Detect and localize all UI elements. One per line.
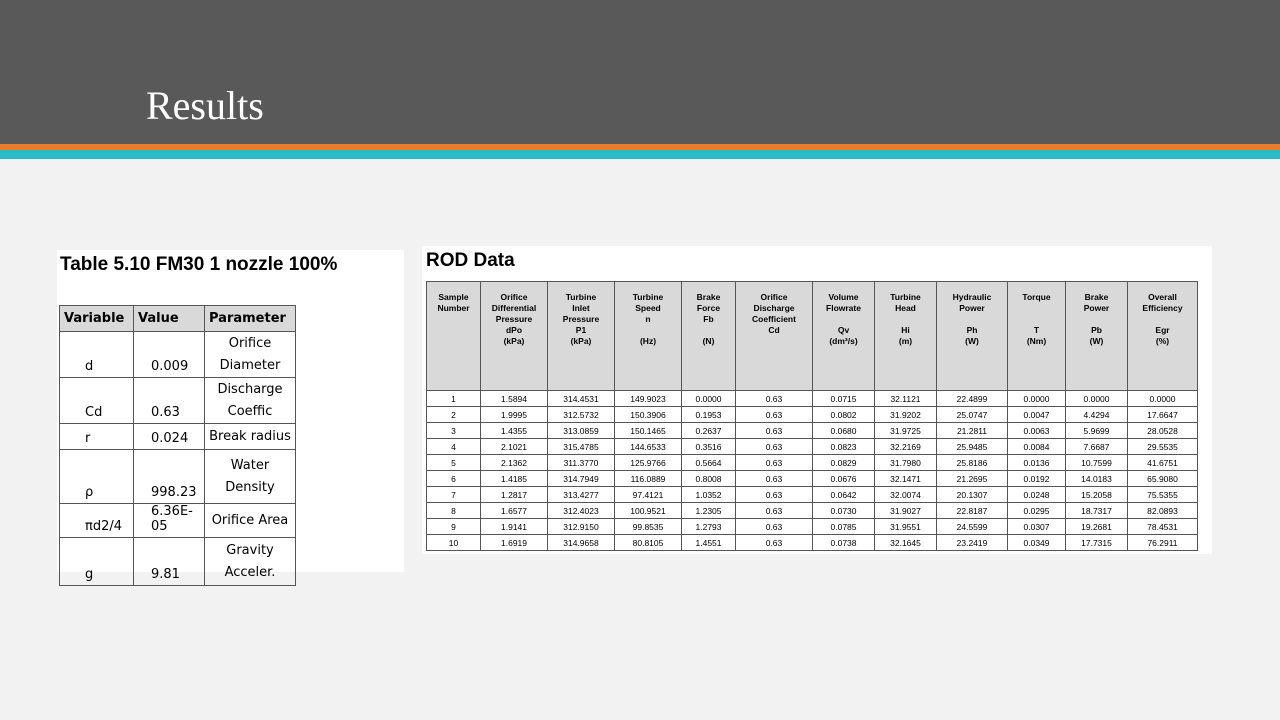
header-line: Sample xyxy=(438,292,469,302)
variable-cell: πd2/4 xyxy=(60,504,134,538)
column-header xyxy=(875,282,937,391)
table-cell: 29.5535 xyxy=(1128,439,1198,455)
table-row xyxy=(427,423,1198,439)
table-cell: 21.2695 xyxy=(937,471,1008,487)
header-line: dPo xyxy=(505,325,523,335)
table-cell: 82.0893 xyxy=(1128,503,1198,519)
table-cell: 0.0823 xyxy=(813,439,875,455)
parameter-line: Density xyxy=(225,479,275,495)
table-cell: 0.0642 xyxy=(813,487,875,503)
table-cell: 5 xyxy=(427,455,481,471)
table-cell: 23.2419 xyxy=(937,535,1008,551)
table-cell: 4 xyxy=(427,439,481,455)
table-cell: 312.9150 xyxy=(548,519,615,535)
table-cell: 0.3516 xyxy=(682,439,736,455)
header-line: (kPa) xyxy=(570,336,592,346)
rod-data-title: ROD Data xyxy=(426,250,515,271)
parameter-cell xyxy=(205,538,296,586)
column-header xyxy=(1008,282,1066,391)
parameter-cell xyxy=(205,424,296,450)
header-line xyxy=(876,314,935,325)
table-cell: 0.0000 xyxy=(1008,391,1066,407)
table-cell: 22.4899 xyxy=(937,391,1008,407)
column-header xyxy=(1066,282,1128,391)
header-line: Cd xyxy=(768,325,780,335)
table-cell: 0.0307 xyxy=(1008,519,1066,535)
table-cell: 0.0000 xyxy=(682,391,736,407)
table-cell: 313.0859 xyxy=(548,423,615,439)
variables-table-image xyxy=(57,250,404,582)
slide-title: Results xyxy=(146,83,264,128)
table-header-row xyxy=(427,282,1198,391)
table-cell: 1.4551 xyxy=(682,535,736,551)
header-line xyxy=(428,325,479,336)
table-cell: 21.2811 xyxy=(937,423,1008,439)
table-cell: 312.4023 xyxy=(548,503,615,519)
table-cell: 2.1362 xyxy=(481,455,548,471)
header-line: P1 xyxy=(575,325,587,335)
table-cell: 0.0715 xyxy=(813,391,875,407)
table-cell: 0.0248 xyxy=(1008,487,1066,503)
header-line: (N) xyxy=(702,336,715,346)
table-cell: 314.4531 xyxy=(548,391,615,407)
column-header: Parameter xyxy=(205,306,296,332)
table-cell: 311.3770 xyxy=(548,455,615,471)
table-cell: 15.2058 xyxy=(1066,487,1128,503)
header-line: Hi xyxy=(901,325,910,335)
rod-data-table xyxy=(426,281,1198,551)
header-line: Brake xyxy=(696,292,721,302)
header-line: (kPa) xyxy=(503,336,525,346)
header-line: Flowrate xyxy=(826,303,861,313)
table-cell: 0.1953 xyxy=(682,407,736,423)
table-cell: 65.9080 xyxy=(1128,471,1198,487)
variable-cell: r xyxy=(60,424,134,450)
header-line: Fb xyxy=(703,314,714,324)
value-cell: 0.63 xyxy=(134,378,205,424)
header-line: Turbine xyxy=(565,292,597,302)
column-header xyxy=(427,282,481,391)
table-cell: 2 xyxy=(427,407,481,423)
table-cell: 32.1121 xyxy=(875,391,937,407)
header-line: (Nm) xyxy=(1026,336,1047,346)
table-cell: 0.0349 xyxy=(1008,535,1066,551)
header-line: T xyxy=(1033,325,1040,335)
table-cell: 0.63 xyxy=(736,455,813,471)
column-header xyxy=(1128,282,1198,391)
header-line: Inlet xyxy=(572,303,590,313)
parameter-line: Break radius xyxy=(209,428,291,444)
table-cell: 4.4294 xyxy=(1066,407,1128,423)
value-cell: 0.009 xyxy=(134,332,205,378)
table-cell: 32.1645 xyxy=(875,535,937,551)
table-cell: 7 xyxy=(427,487,481,503)
table-cell: 80.8105 xyxy=(615,535,682,551)
variables-table xyxy=(59,305,296,586)
table-cell: 0.63 xyxy=(736,471,813,487)
rod-data-image xyxy=(422,246,1212,554)
header-line: Turbine xyxy=(890,292,921,302)
header-line: Qv xyxy=(837,325,850,335)
table-cell: 0.0802 xyxy=(813,407,875,423)
parameter-line: Diameter xyxy=(219,357,281,373)
table-cell: 32.0074 xyxy=(875,487,937,503)
parameter-line: Orifice xyxy=(228,335,272,351)
column-header: Value xyxy=(134,306,205,332)
table-cell: 149.9023 xyxy=(615,391,682,407)
table-row xyxy=(60,378,296,424)
column-header xyxy=(481,282,548,391)
accent-stripe-teal xyxy=(0,150,1280,159)
variable-cell: d xyxy=(60,332,134,378)
table-row xyxy=(427,391,1198,407)
table-cell: 14.0183 xyxy=(1066,471,1128,487)
header-line: Power xyxy=(959,303,985,313)
header-line: Egr xyxy=(1155,325,1170,335)
table-cell: 1.4185 xyxy=(481,471,548,487)
header-line: (W) xyxy=(965,336,979,346)
header-line: Pressure xyxy=(495,314,533,324)
header-line: Hydraulic xyxy=(952,292,992,302)
table-cell: 31.9725 xyxy=(875,423,937,439)
header-line: (%) xyxy=(1155,336,1170,346)
table-row xyxy=(60,450,296,504)
parameter-line: Gravity xyxy=(226,542,274,558)
table-cell: 10 xyxy=(427,535,481,551)
table-cell: 0.63 xyxy=(736,423,813,439)
table-cell: 1.9141 xyxy=(481,519,548,535)
header-line xyxy=(1067,314,1126,325)
table-cell: 1.6577 xyxy=(481,503,548,519)
table-cell: 1.5894 xyxy=(481,391,548,407)
table-cell: 75.5355 xyxy=(1128,487,1198,503)
table-cell: 31.7980 xyxy=(875,455,937,471)
column-header xyxy=(615,282,682,391)
header-line xyxy=(1009,303,1064,314)
table-cell: 314.9658 xyxy=(548,535,615,551)
table-cell: 0.0047 xyxy=(1008,407,1066,423)
table-cell: 0.63 xyxy=(736,519,813,535)
table-cell: 1.0352 xyxy=(682,487,736,503)
header-line: Number xyxy=(437,303,470,313)
table-cell: 99.8535 xyxy=(615,519,682,535)
table-cell: 0.0063 xyxy=(1008,423,1066,439)
table-cell: 0.0829 xyxy=(813,455,875,471)
header-line: Speed xyxy=(635,303,661,313)
value-cell: 998.23 xyxy=(134,450,205,504)
header-line: Orifice xyxy=(760,292,788,302)
header-line: Pressure xyxy=(562,314,600,324)
table-cell: 20.1307 xyxy=(937,487,1008,503)
table-cell: 19.2681 xyxy=(1066,519,1128,535)
table-cell: 31.9551 xyxy=(875,519,937,535)
table-cell: 1.2817 xyxy=(481,487,548,503)
table-cell: 0.0295 xyxy=(1008,503,1066,519)
parameter-cell xyxy=(205,378,296,424)
table-cell: 1.9995 xyxy=(481,407,548,423)
column-header: Variable xyxy=(60,306,134,332)
table-cell: 150.3906 xyxy=(615,407,682,423)
table-cell: 1.2305 xyxy=(682,503,736,519)
table-cell: 17.6647 xyxy=(1128,407,1198,423)
header-line xyxy=(1129,314,1196,325)
table-cell: 116.0889 xyxy=(615,471,682,487)
header-line: (W) xyxy=(1089,336,1104,346)
table-cell: 25.0747 xyxy=(937,407,1008,423)
parameter-line: Orifice Area xyxy=(211,512,289,528)
table-cell: 0.63 xyxy=(736,487,813,503)
header-line: Coefficient xyxy=(752,314,796,324)
variable-cell: ρ xyxy=(60,450,134,504)
parameter-cell xyxy=(205,450,296,504)
table-cell: 312.5732 xyxy=(548,407,615,423)
table-cell: 313.4277 xyxy=(548,487,615,503)
table-cell: 100.9521 xyxy=(615,503,682,519)
table-row xyxy=(60,538,296,586)
parameter-cell xyxy=(205,504,296,538)
variables-table-caption: Table 5.10 FM30 1 nozzle 100% xyxy=(60,254,338,275)
table-cell: 24.5599 xyxy=(937,519,1008,535)
table-row xyxy=(427,407,1198,423)
table-cell: 32.1471 xyxy=(875,471,937,487)
column-header xyxy=(548,282,615,391)
table-row xyxy=(427,487,1198,503)
table-cell: 0.0192 xyxy=(1008,471,1066,487)
table-cell: 2.1021 xyxy=(481,439,548,455)
header-line: Head xyxy=(895,303,916,313)
table-cell: 0.63 xyxy=(736,439,813,455)
table-cell: 41.6751 xyxy=(1128,455,1198,471)
column-header xyxy=(937,282,1008,391)
column-header xyxy=(682,282,736,391)
table-cell: 0.0738 xyxy=(813,535,875,551)
table-row xyxy=(427,503,1198,519)
table-cell: 0.8008 xyxy=(682,471,736,487)
table-row xyxy=(60,332,296,378)
table-row xyxy=(427,455,1198,471)
table-cell: 76.2911 xyxy=(1128,535,1198,551)
table-cell: 25.8186 xyxy=(937,455,1008,471)
table-row xyxy=(427,519,1198,535)
header-line: (m) xyxy=(898,336,913,346)
table-cell: 97.4121 xyxy=(615,487,682,503)
table-cell: 6 xyxy=(427,471,481,487)
column-header xyxy=(736,282,813,391)
header-line xyxy=(814,314,873,325)
variable-cell: Cd xyxy=(60,378,134,424)
header-line: Orifice xyxy=(500,292,528,302)
table-cell: 10.7599 xyxy=(1066,455,1128,471)
table-cell: 0.0084 xyxy=(1008,439,1066,455)
table-cell: 22.8187 xyxy=(937,503,1008,519)
variable-cell: g xyxy=(60,538,134,586)
header-line xyxy=(428,336,479,347)
table-cell: 5.9699 xyxy=(1066,423,1128,439)
value-cell: 0.024 xyxy=(134,424,205,450)
table-row xyxy=(60,504,296,538)
value-cell: 6.36E-05 xyxy=(134,504,205,538)
table-row xyxy=(427,535,1198,551)
header-line: n xyxy=(645,314,651,324)
header-line: Pb xyxy=(1091,325,1102,335)
table-cell: 1 xyxy=(427,391,481,407)
table-row xyxy=(60,424,296,450)
table-cell: 0.0680 xyxy=(813,423,875,439)
header-line xyxy=(683,325,734,336)
table-cell: 3 xyxy=(427,423,481,439)
header-line: Turbine xyxy=(632,292,664,302)
column-header xyxy=(813,282,875,391)
table-cell: 0.5664 xyxy=(682,455,736,471)
header-line: Power xyxy=(1083,303,1110,313)
table-cell: 1.6919 xyxy=(481,535,548,551)
table-cell: 7.6687 xyxy=(1066,439,1128,455)
header-line xyxy=(938,314,1006,325)
parameter-line: Coeffic xyxy=(227,403,273,419)
header-line xyxy=(616,325,680,336)
header-line: (Hz) xyxy=(639,336,657,346)
table-cell: 0.0136 xyxy=(1008,455,1066,471)
header-line: Differential xyxy=(491,303,537,313)
parameter-line: Water xyxy=(230,457,270,473)
table-cell: 0.63 xyxy=(736,407,813,423)
table-cell: 0.2637 xyxy=(682,423,736,439)
table-header-row xyxy=(60,306,296,332)
table-cell: 0.63 xyxy=(736,535,813,551)
header-line: Torque xyxy=(1022,292,1051,302)
table-cell: 314.7949 xyxy=(548,471,615,487)
table-cell: 31.9202 xyxy=(875,407,937,423)
table-cell: 0.0676 xyxy=(813,471,875,487)
table-cell: 150.1465 xyxy=(615,423,682,439)
table-cell: 0.0785 xyxy=(813,519,875,535)
table-row xyxy=(427,439,1198,455)
header-line: Force xyxy=(696,303,721,313)
table-cell: 9 xyxy=(427,519,481,535)
table-cell: 0.0000 xyxy=(1066,391,1128,407)
table-cell: 31.9027 xyxy=(875,503,937,519)
header-line: Overall xyxy=(1148,292,1177,302)
header-line: Efficiency xyxy=(1142,303,1183,313)
table-cell: 315.4785 xyxy=(548,439,615,455)
table-cell: 25.9485 xyxy=(937,439,1008,455)
table-cell: 18.7317 xyxy=(1066,503,1128,519)
table-cell: 28.0528 xyxy=(1128,423,1198,439)
header-line: Discharge xyxy=(753,303,795,313)
table-cell: 144.6533 xyxy=(615,439,682,455)
header-line: (dm³/s) xyxy=(829,336,858,346)
header-line: Brake xyxy=(1084,292,1109,302)
table-cell: 1.4355 xyxy=(481,423,548,439)
table-cell: 17.7315 xyxy=(1066,535,1128,551)
table-cell: 78.4531 xyxy=(1128,519,1198,535)
table-cell: 8 xyxy=(427,503,481,519)
value-cell: 9.81 xyxy=(134,538,205,586)
table-row xyxy=(427,471,1198,487)
header-line: Ph xyxy=(966,325,978,335)
parameter-line: Discharge xyxy=(217,381,283,397)
parameter-line: Acceler. xyxy=(224,564,276,580)
table-cell: 0.0730 xyxy=(813,503,875,519)
table-cell: 1.2793 xyxy=(682,519,736,535)
table-cell: 125.9766 xyxy=(615,455,682,471)
table-cell: 0.63 xyxy=(736,391,813,407)
parameter-cell xyxy=(205,332,296,378)
table-cell: 32.2169 xyxy=(875,439,937,455)
table-cell: 0.63 xyxy=(736,503,813,519)
table-cell: 0.0000 xyxy=(1128,391,1198,407)
header-line xyxy=(1009,314,1064,325)
header-line xyxy=(428,314,479,325)
header-line: Volume xyxy=(828,292,859,302)
header-line xyxy=(737,336,811,347)
